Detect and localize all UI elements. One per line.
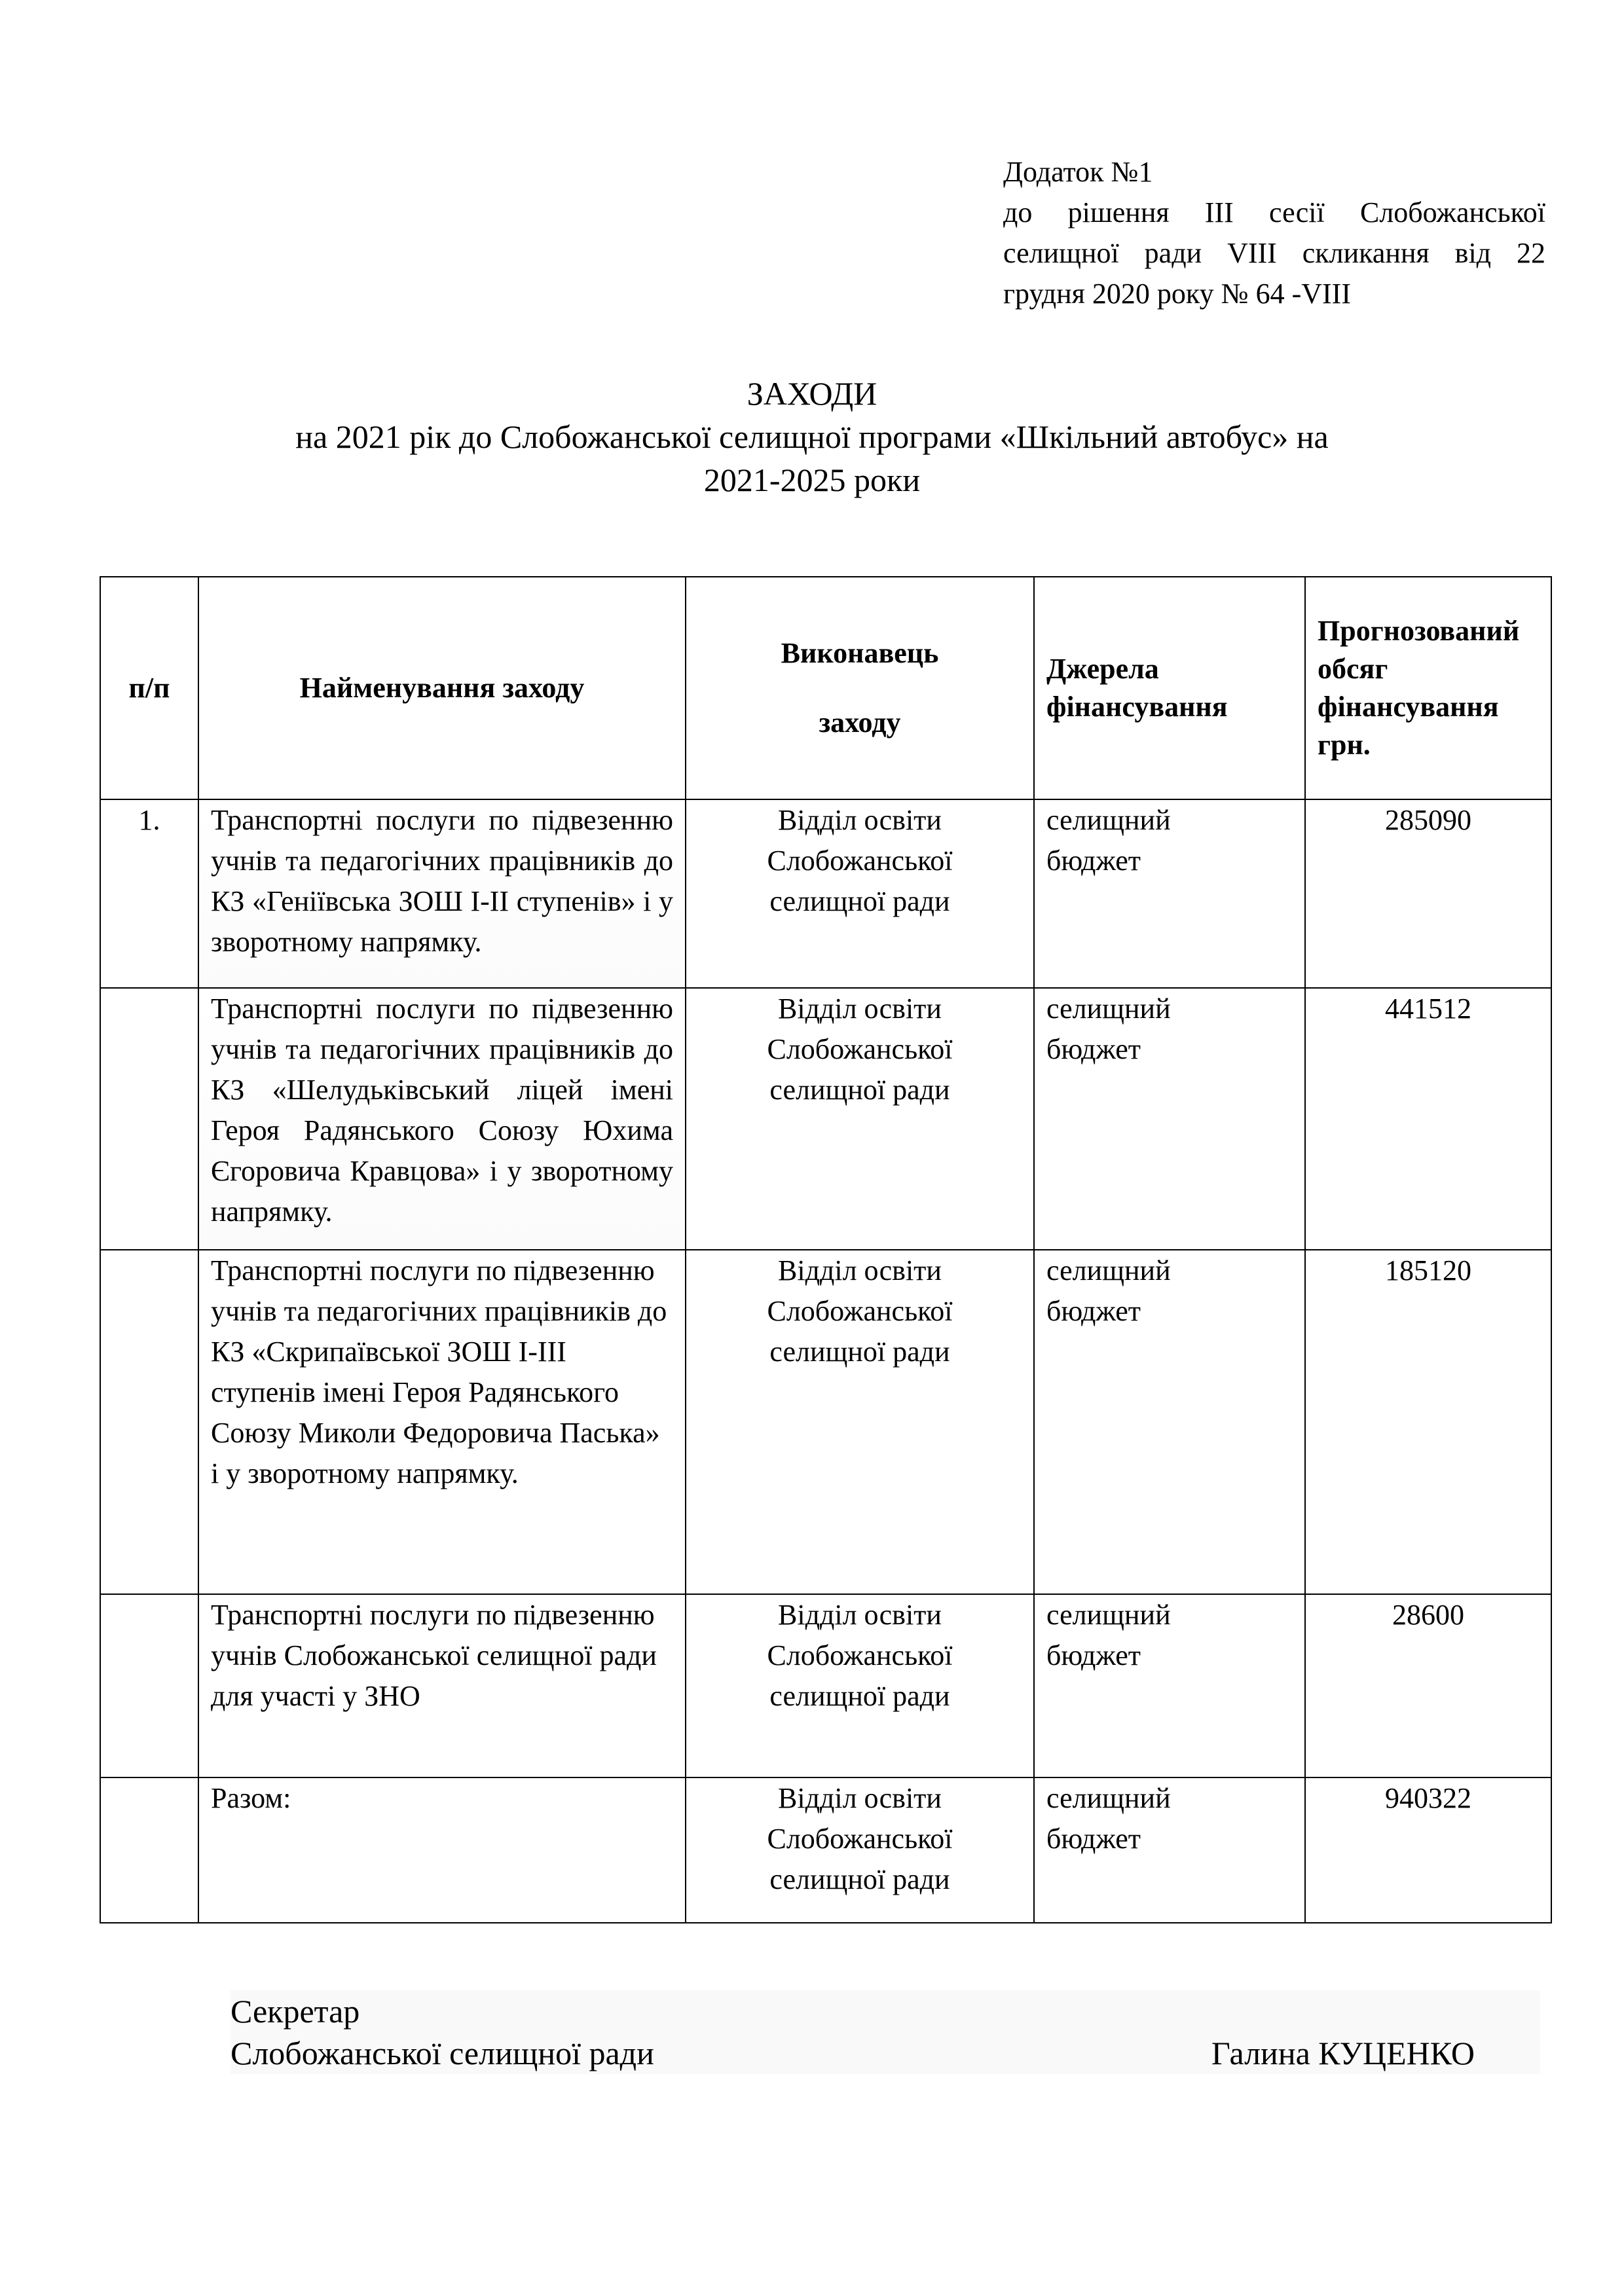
row-source-line-1: селищний [1046,1782,1171,1814]
row-executor-line-2: Слобожанської [767,1295,953,1327]
signature-position: Секретар [231,1993,360,2030]
title-line-3: 2021-2025 роки [703,462,921,498]
addendum-line-2: до рішення ІІІ сесії Слобожанської [1003,196,1545,228]
row-source-line-1: селищний [1046,993,1171,1025]
row-executor [686,1777,1034,1923]
row-executor-line-1: Відділ освіти [778,804,942,836]
row-amount: 185120 [1305,1250,1551,1594]
table-row [100,1250,1551,1594]
row-executor-line-3: селищної ради [769,1680,950,1712]
signature-name: Галина КУЦЕНКО [1211,2035,1475,2071]
row-executor-line-2: Слобожанської [767,1823,953,1855]
row-executor-line-3: селищної ради [769,885,950,917]
total-label: Разом: [198,1777,686,1923]
row-source-line-1: селищний [1046,804,1171,836]
row-source-line-2: бюджет [1046,1823,1141,1855]
row-executor [686,988,1034,1250]
row-num: 1. [100,799,198,988]
row-amount: 28600 [1305,1594,1551,1777]
header-executor [686,577,1034,799]
row-executor [686,799,1034,988]
document-title [196,372,1428,501]
title-heading: ЗАХОДИ [747,375,877,412]
addendum-line-3: селищної ради VIII скликання від 22 [1003,237,1545,269]
row-executor [686,1250,1034,1594]
header-num: п/п [100,577,198,799]
header-amount: Прогнозований обсяг фінансування грн. [1305,577,1551,799]
table-row [100,1594,1551,1777]
row-num [100,1777,198,1923]
signature-line [231,2032,1540,2074]
row-executor-line-1: Відділ освіти [778,1782,942,1814]
row-executor-line-2: Слобожанської [767,1033,953,1065]
total-amount: 940322 [1305,1777,1551,1923]
row-source-line-1: селищний [1046,1254,1171,1286]
row-source-line-2: бюджет [1046,1033,1141,1065]
row-executor-line-3: селищної ради [769,1336,950,1368]
row-executor-line-2: Слобожанської [767,845,953,877]
row-name: Транспортні послуги по підвезенню учнів Слобожанської селищної ради для участі у ЗНО [198,1594,686,1777]
row-executor-line-1: Відділ освіти [778,1599,942,1631]
row-source [1034,988,1305,1250]
row-num [100,1250,198,1594]
measures-table [100,576,1552,1923]
row-amount: 285090 [1305,799,1551,988]
header-executor-line-2: заходу [819,706,901,738]
row-source-line-2: бюджет [1046,1639,1141,1671]
table-header-row [100,577,1551,799]
addendum-block [1003,152,1545,314]
row-executor-line-1: Відділ освіти [778,1254,942,1286]
row-executor-line-2: Слобожанської [767,1639,953,1671]
row-amount: 441512 [1305,988,1551,1250]
row-source [1034,1777,1305,1923]
row-executor-line-3: селищної ради [769,1863,950,1895]
row-num [100,1594,198,1777]
row-source [1034,799,1305,988]
addendum-title: Додаток №1 [1003,156,1153,188]
header-name: Найменування заходу [198,577,686,799]
table-row [100,799,1551,988]
row-executor [686,1594,1034,1777]
row-source [1034,1594,1305,1777]
row-source-line-2: бюджет [1046,845,1141,877]
row-executor-line-1: Відділ освіти [778,993,942,1025]
addendum-line-4: грудня 2020 року № 64 -VIІІ [1003,278,1351,310]
row-name: Транспортні послуги по підвезенню учнів та педагогічних працівників до КЗ «Геніївська ЗОШ І-ІІ ступенів» і у зворотному напрямку. [198,799,686,988]
row-source [1034,1250,1305,1594]
table-row [100,988,1551,1250]
signature-organization: Слобожанської селищної ради [231,2035,654,2071]
header-executor-line-1: Виконавець [781,637,939,669]
table-row-total [100,1777,1551,1923]
row-name: Транспортні послуги по підвезенню учнів та педагогічних працівників до КЗ «Шелудьківський ліцей імені Героя Радянського Союзу Юхима Єгоровича Кравцова» і у зворотному напрямку. [198,988,686,1250]
row-num [100,988,198,1250]
row-source-line-2: бюджет [1046,1295,1141,1327]
header-source: Джерела фінансування [1034,577,1305,799]
signature-block [231,1990,1540,2074]
title-line-2: на 2021 рік до Слобожанської селищної програми «Шкільний автобус» на [295,418,1329,455]
row-source-line-1: селищний [1046,1599,1171,1631]
row-executor-line-3: селищної ради [769,1074,950,1106]
row-name: Транспортні послуги по підвезенню учнів та педагогічних працівників до КЗ «Скрипаївської ЗОШ І-ІІІ ступенів імені Героя Радянського Союзу Миколи Федоровича Паська» і у зворотному напрямку. [198,1250,686,1594]
